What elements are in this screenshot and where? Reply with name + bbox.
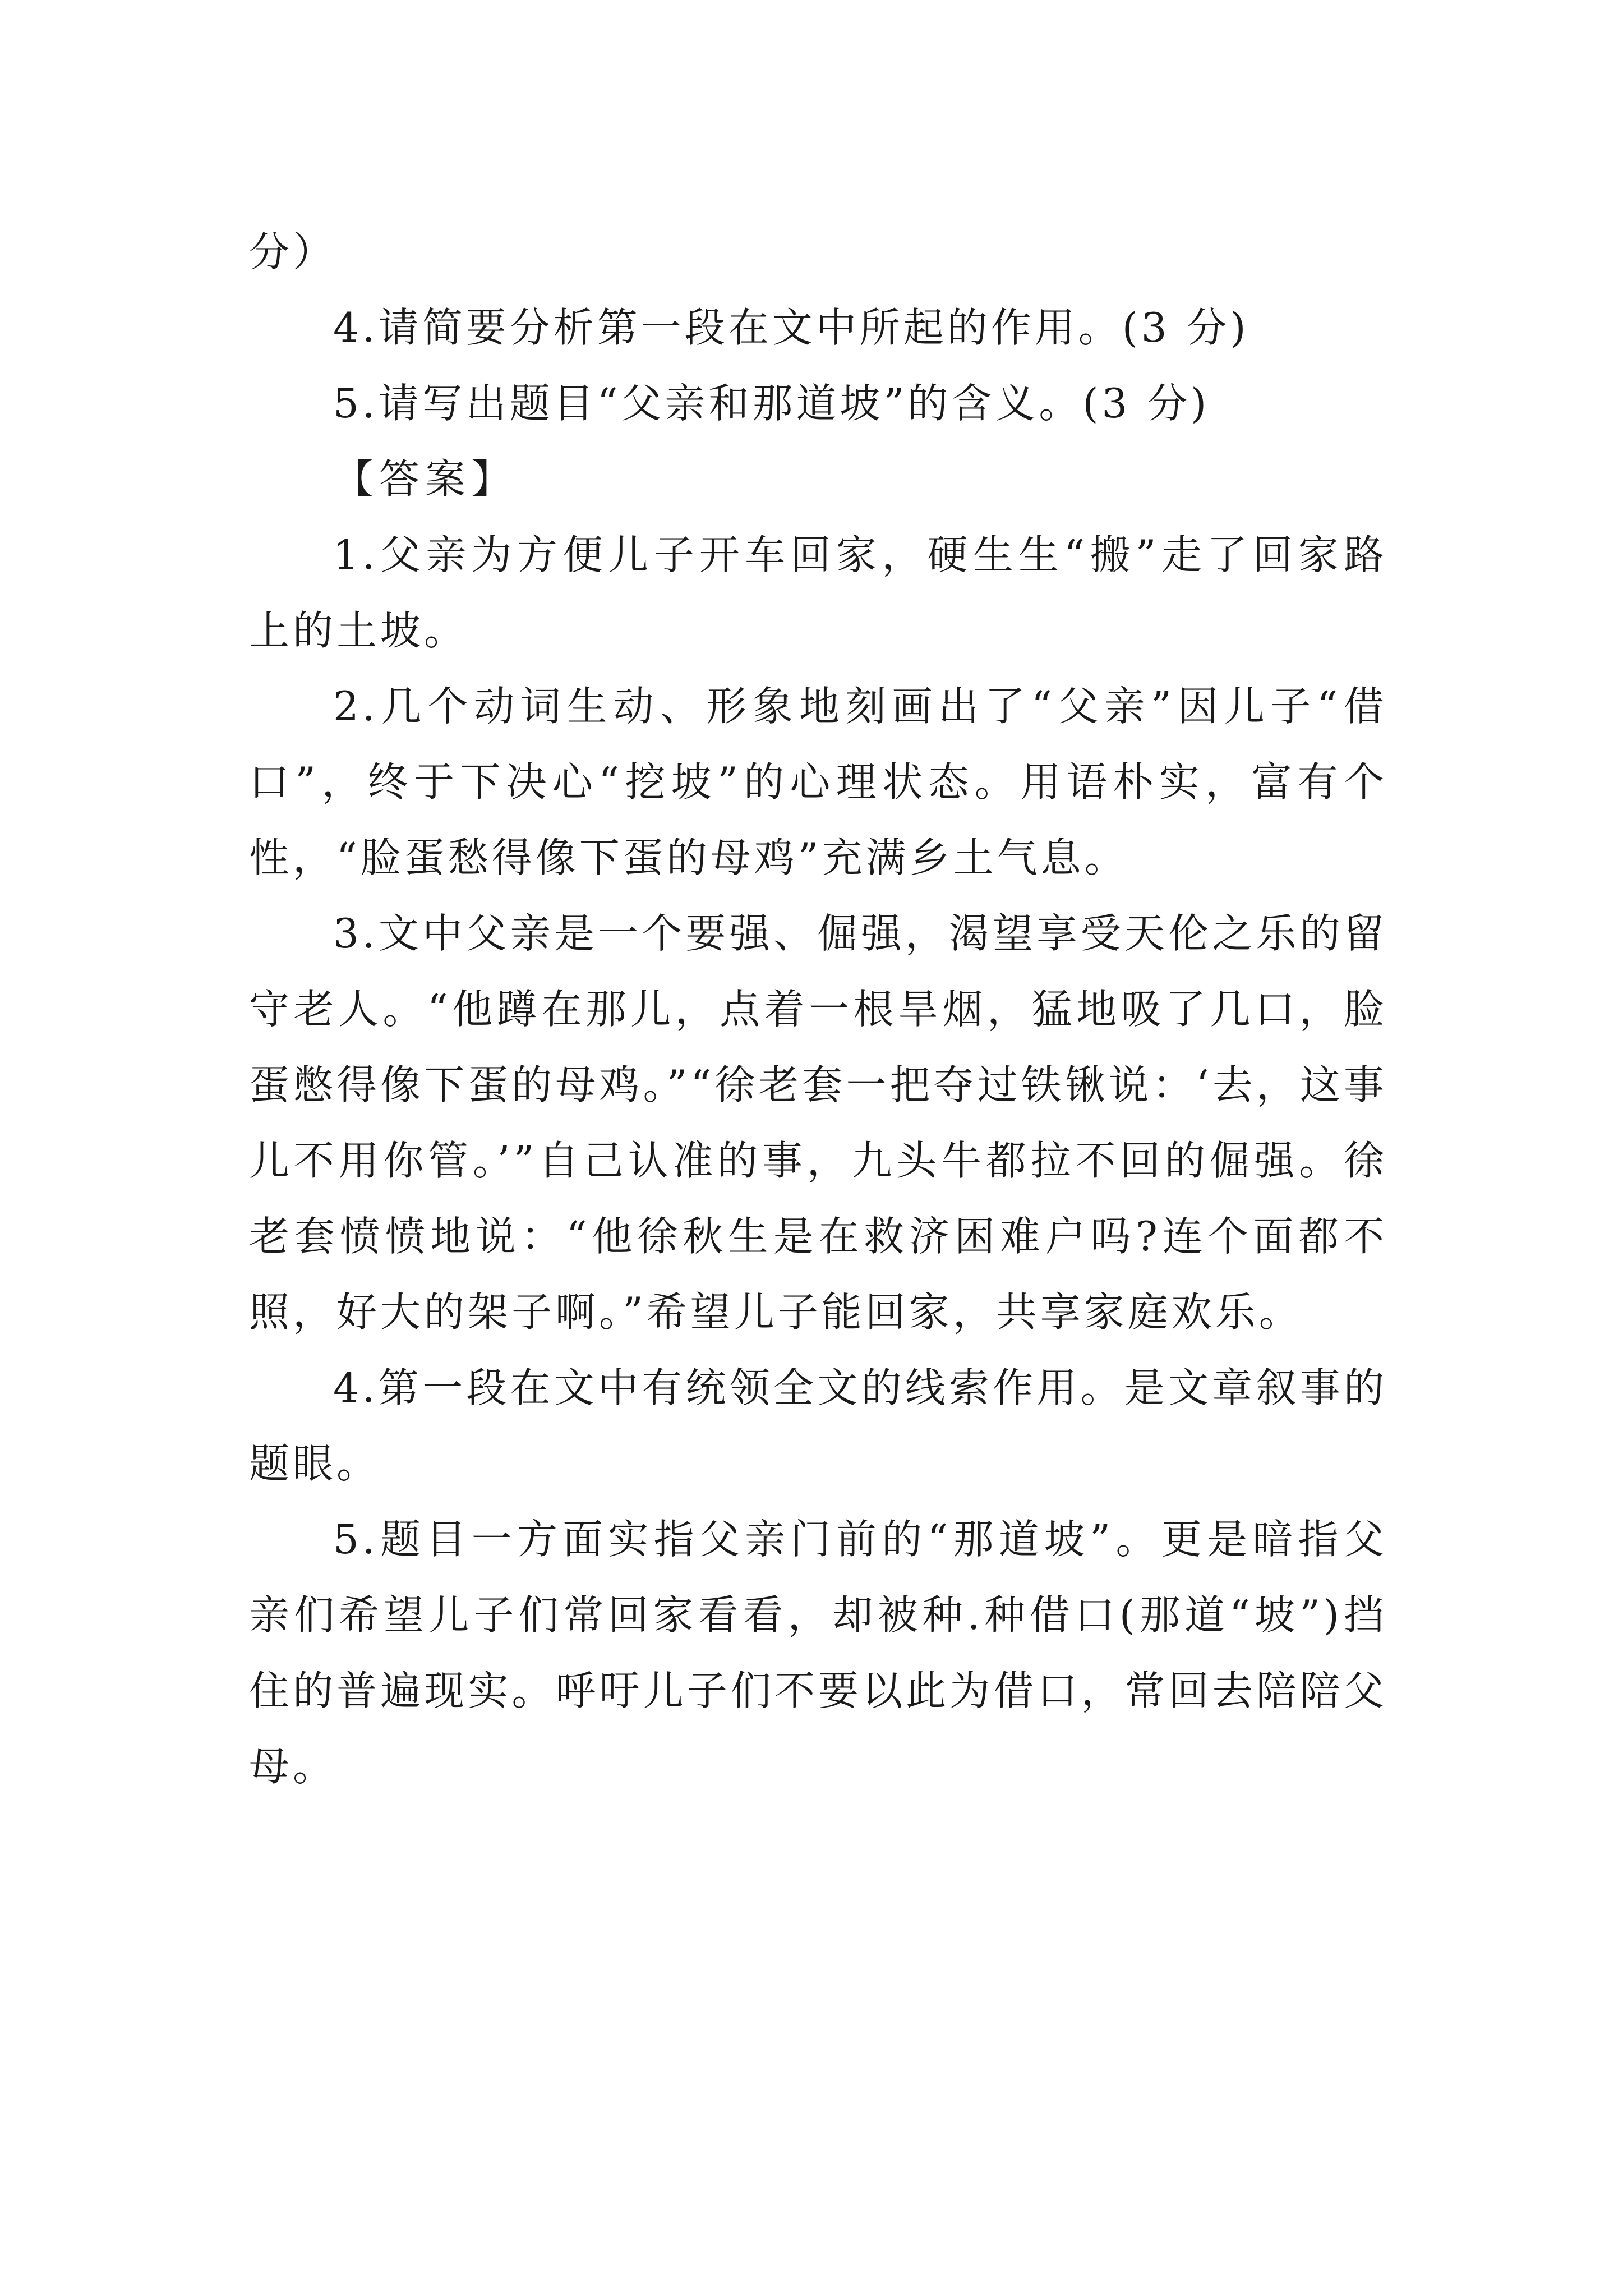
answer-3: 3.文中父亲是一个要强、倔强，渴望享受天伦之乐的留守老人。“他蹲在那儿，点着一根旱烟，猛地吸了几口，脸蛋憋得像下蛋的母鸡。”“徐老套一把夺过铁锹说：‘去，这事儿不用你管。’”自己认准的事，九头牛都拉不回的倔强。徐老套愤愤地说：“他徐秋生是在救济困难户吗?连个面都不照，好大的架子啊。”希望儿子能回家，共享家庭欢乐。	[249, 910, 1387, 1336]
answer-4: 4.第一段在文中有统领全文的线索作用。是文章叙事的题眼。	[249, 1364, 1387, 1487]
question-5: 5.请写出题目“父亲和那道坡”的含义。(3 分)	[333, 380, 1210, 427]
document-body	[249, 214, 1387, 1805]
answer-1: 1.父亲为方便儿子开车回家，硬生生“搬”走了回家路上的土坡。	[249, 531, 1387, 654]
answer-2: 2.几个动词生动、形象地刻画出了“父亲”因儿子“借口”，终于下决心“挖坡”的心理状态。用语朴实，富有个性，“脸蛋愁得像下蛋的母鸡”充满乡土气息。	[249, 683, 1387, 881]
answer-5: 5.题目一方面实指父亲门前的“那道坡”。更是暗指父亲们希望儿子们常回家看看，却被种.种借口(那道“坡”)挡住的普遍现实。呼吁儿子们不要以此为借口，常回去陪陪父母。	[249, 1516, 1387, 1790]
question-continuation: 分）	[249, 228, 337, 275]
question-4: 4.请简要分析第一段在文中所起的作用。(3 分)	[333, 304, 1249, 351]
answer-heading: 【答案】	[333, 455, 518, 503]
